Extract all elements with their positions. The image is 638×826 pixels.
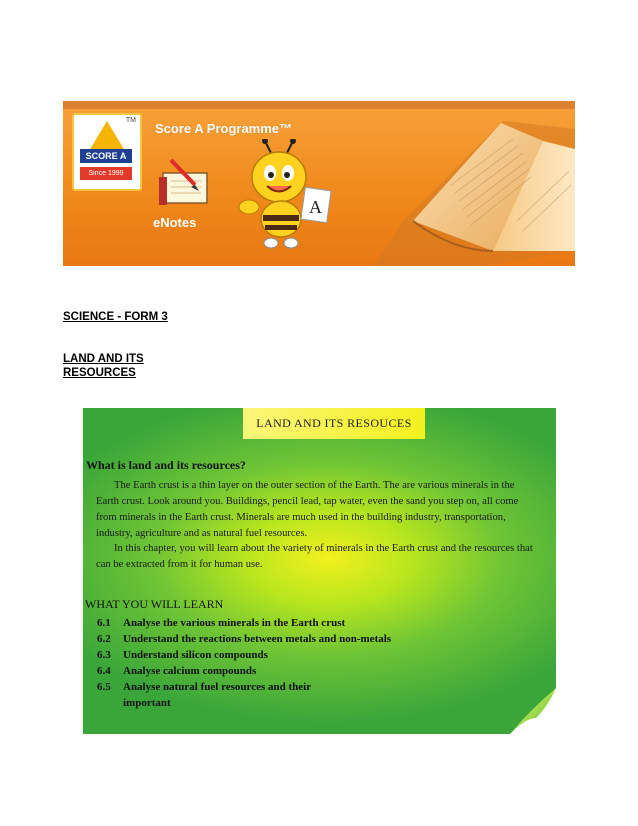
- item-number: 6.2: [97, 633, 111, 645]
- chapter-paragraph: In this chapter, you will learn about the variety of minerals in the Earth crust and the resources that can be extracted from it for human use.: [96, 543, 533, 570]
- intro-paragraph: The Earth crust is a thin layer on the outer section of the Earth. The are various minerals in the Earth crust. Look around you. Buildings, pencil lead, tap water, even the sand you step on, all come from minerals in the Earth crust. Minerals are much used in the building industry, transportation, industry, agriculture and as natural fuel resources.: [96, 480, 519, 539]
- list-item: [97, 663, 391, 679]
- svg-text:A: A: [309, 197, 322, 217]
- item-number: 6.1: [97, 617, 111, 629]
- card-title: LAND AND ITS RESOUCES: [243, 408, 425, 439]
- item-text: Understand the reactions between metals and non-metals: [123, 633, 392, 645]
- list-item-continuation: important: [123, 697, 171, 709]
- chapter-heading: [63, 352, 153, 380]
- logo-score-label: SCORE A: [80, 149, 132, 163]
- intro-question: What is land and its resources?: [86, 458, 246, 472]
- chapter-intro-card: [83, 408, 556, 734]
- item-text: Analyse natural fuel resources and their: [123, 681, 312, 693]
- brand-title: Score A Programme™: [155, 121, 293, 136]
- item-number: 6.3: [97, 649, 111, 661]
- list-item: [97, 615, 391, 631]
- learning-objectives-list: [97, 615, 391, 711]
- bee-mascot-icon: [233, 139, 333, 259]
- item-text: Analyse calcium compounds: [123, 665, 257, 677]
- item-number: 6.5: [97, 681, 111, 693]
- enotes-label: eNotes: [153, 215, 197, 230]
- item-text: Analyse the various minerals in the Earth crust: [123, 617, 346, 629]
- chapter-heading-text: LAND AND ITS RESOURCES: [63, 353, 144, 379]
- item-text: Understand silicon compounds: [123, 649, 268, 661]
- logo-tm: TM: [125, 117, 136, 124]
- item-number: 6.4: [97, 665, 111, 677]
- open-book-image: [333, 101, 575, 266]
- list-item: [97, 679, 391, 695]
- subject-heading: SCIENCE - FORM 3: [63, 311, 168, 323]
- learn-heading: WHAT YOU WILL LEARN: [85, 597, 224, 611]
- score-a-logo: [72, 113, 142, 191]
- logo-since-label: Since 1999: [80, 167, 132, 180]
- list-item: [97, 647, 391, 663]
- notebook-pencil-icon: [157, 157, 213, 209]
- page-curl-icon: [496, 688, 556, 734]
- score-a-banner: [63, 101, 575, 266]
- list-item: [97, 631, 391, 647]
